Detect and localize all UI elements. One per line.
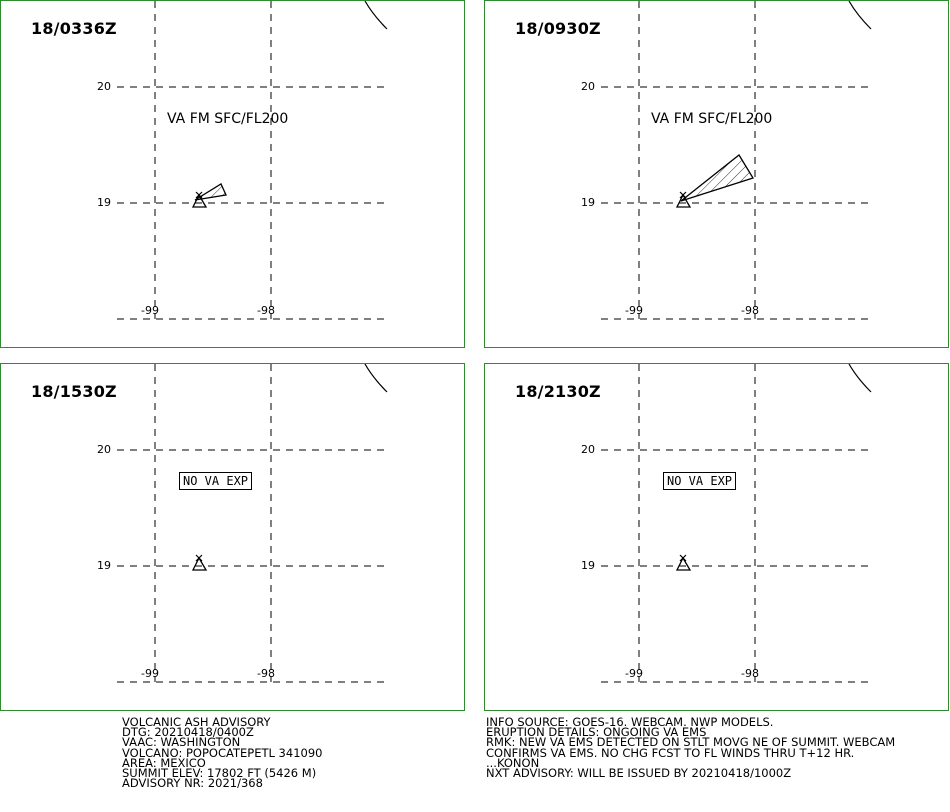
no-ash-expected-box: NO VA EXP <box>179 472 252 490</box>
coastline <box>365 364 387 392</box>
advisory-line: INFO SOURCE: GOES-16. WEBCAM. NWP MODELS. <box>486 715 774 729</box>
coastline <box>849 364 871 392</box>
longitude-label: -99 <box>625 667 643 680</box>
panel-time-label: 18/0930Z <box>515 19 601 38</box>
ash-altitude-label: VA FM SFC/FL200 <box>167 111 289 127</box>
advisory-line: RMK: NEW VA EMS DETECTED ON STLT MOVG NE OF SUMMIT. WEBCAM <box>486 735 896 750</box>
advisory-line: ...KONON <box>486 755 540 770</box>
advisory-line: NXT ADVISORY: WILL BE ISSUED BY 20210418/1000Z <box>486 765 792 780</box>
latitude-label: 20 <box>97 80 111 93</box>
advisory-line: ADVISORY NR: 2021/368 <box>122 776 263 791</box>
longitude-label: -99 <box>141 304 159 317</box>
latitude-label: 19 <box>97 559 111 572</box>
latitude-label: 20 <box>581 443 595 456</box>
longitude-label: -98 <box>257 304 275 317</box>
longitude-label: -99 <box>141 667 159 680</box>
advisory-line: AREA: MEXICO <box>122 755 206 770</box>
longitude-label: -98 <box>741 667 759 680</box>
advisory-line: SUMMIT ELEV: 17802 FT (5426 M) <box>122 765 317 780</box>
advisory-line: VOLCANO: POPOCATEPETL 341090 <box>122 745 323 760</box>
map-canvas <box>485 1 950 349</box>
advisory-line: ERUPTION DETAILS: ONGOING VA EMS <box>486 725 707 740</box>
longitude-label: -99 <box>625 304 643 317</box>
no-ash-expected-box: NO VA EXP <box>663 472 736 490</box>
map-panel-2 <box>484 0 949 348</box>
map-canvas <box>1 364 466 712</box>
panel-time-label: 18/0336Z <box>31 19 117 38</box>
coastline <box>849 1 871 29</box>
panel-time-label: 18/2130Z <box>515 382 601 401</box>
volcano-icon <box>193 555 206 570</box>
advisory-header-block <box>122 715 323 791</box>
advisory-line: VAAC: WASHINGTON <box>122 735 241 750</box>
map-panel-1 <box>0 0 465 348</box>
longitude-label: -98 <box>741 304 759 317</box>
ash-altitude-label: VA FM SFC/FL200 <box>651 111 773 127</box>
advisory-remarks-block <box>486 717 895 778</box>
map-panel-4 <box>484 363 949 711</box>
advisory-line: CONFIRMS VA EMS. NO CHG FCST TO FL WINDS THRU T+12 HR. <box>486 745 855 760</box>
latitude-label: 19 <box>97 196 111 209</box>
map-canvas <box>1 1 466 349</box>
latitude-label: 19 <box>581 559 595 572</box>
ash-cloud-polygon <box>195 184 226 200</box>
map-panel-3 <box>0 363 465 711</box>
latitude-label: 19 <box>581 196 595 209</box>
ash-cloud-polygon <box>681 155 753 201</box>
volcano-icon <box>677 555 690 570</box>
latitude-label: 20 <box>97 443 111 456</box>
longitude-label: -98 <box>257 667 275 680</box>
map-canvas <box>485 364 950 712</box>
latitude-label: 20 <box>581 80 595 93</box>
advisory-line: DTG: 20210418/0400Z <box>122 725 254 740</box>
advisory-line: VOLCANIC ASH ADVISORY <box>122 715 271 729</box>
panel-time-label: 18/1530Z <box>31 382 117 401</box>
coastline <box>365 1 387 29</box>
